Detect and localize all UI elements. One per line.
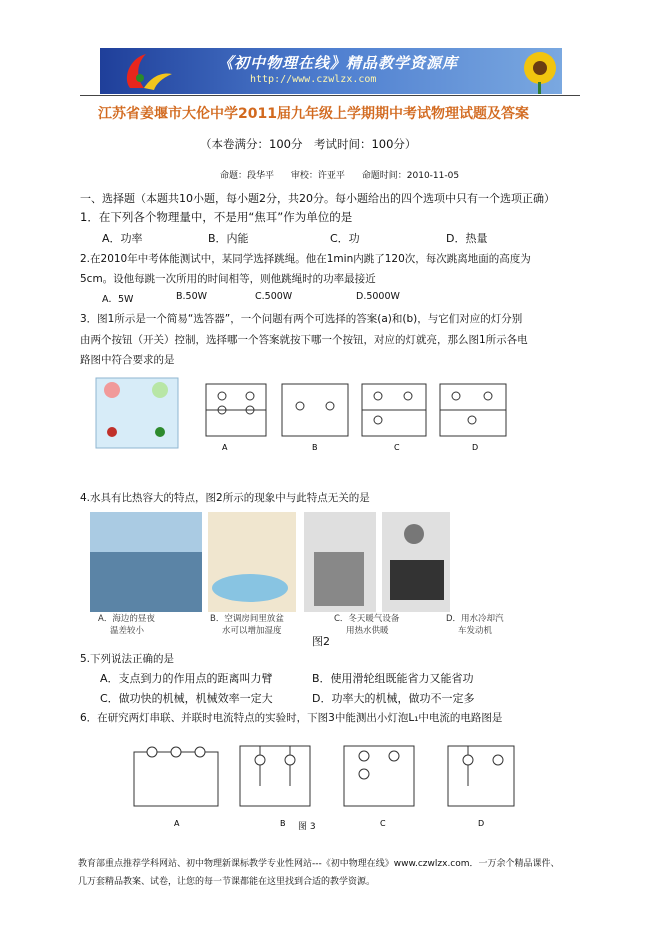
q6-label-d: D [478, 819, 485, 828]
circuit-a-label: A [222, 443, 228, 452]
q6-stem: 6．在研究两灯串联、并联时电流特点的实验时，下图3中能测出小灯泡L₁中电流的电路图是 [80, 712, 503, 724]
q3-line3: 路图中符合要求的是 [80, 354, 175, 366]
footer-line1: 教育部重点推荐学科网站、初中物理新课标教学专业性网站---《初中物理在线》www.czwlzx.com．一万余个精品课件、 [78, 859, 560, 869]
figure-2-photos [90, 512, 450, 612]
photo-c-heater [304, 512, 376, 612]
q1-option-c: C．功 [330, 232, 360, 245]
q2-option-c: C.500W [255, 291, 293, 302]
q2-option-b: B.50W [176, 291, 208, 302]
q2-line1: 2.在2010年中考体能测试中，某同学选择跳绳。他在1min内跳了120次，每次跳离地面的高度为 [80, 253, 531, 265]
q3-line1: 3．图1所示是一个简易“选答器”，一个问题有两个可选择的答案(a)和(b)，与它们对应的灯分别 [80, 313, 523, 325]
banner-title: 《初中物理在线》精品教学资源库 [218, 54, 459, 72]
circuit-d-label: D [472, 443, 479, 452]
header-divider [80, 95, 580, 96]
q5-stem: 5.下列说法正确的是 [80, 653, 175, 665]
page-title: 江苏省姜堰市大伦中学2011届九年级上学期期中考试物理试题及答案 [98, 106, 529, 122]
exam-info: （本卷满分：100分 考试时间：100分） [200, 137, 417, 151]
section-heading: 一、选择题（本题共10小题，每小题2分，共20分。每小题给出的四个选项中只有一个选项正确） [80, 192, 555, 205]
circuit-q6-b [240, 746, 310, 806]
date: 命题时间：2010-11-05 [361, 171, 460, 181]
caption-c: C．冬天暖气设备 用热水供暖 [334, 614, 400, 636]
photo-b-basin [208, 512, 296, 612]
q5-option-a: A．支点到力的作用点的距离叫力臂 [100, 672, 273, 685]
q6-label-c: C [380, 819, 386, 828]
circuit-d [440, 384, 506, 436]
q4-stem: 4.水具有比热容大的特点，图2所示的现象中与此特点无关的是 [80, 492, 370, 504]
circuit-q6-c [344, 746, 414, 806]
photo-d-engine [382, 512, 450, 612]
reviewer: 审校：许亚平 [290, 171, 345, 181]
figure-3-label: 图 3 [298, 822, 316, 832]
footer-line2: 几万套精品教案、试卷，让您的每一节课都能在这里找到合适的教学资源。 [78, 877, 376, 887]
caption-b: B．空调房间里放盆 水可以增加湿度 [210, 614, 284, 636]
q2-option-a: A．5W [102, 294, 134, 305]
caption-a: A．海边的昼夜 温差较小 [98, 614, 155, 636]
staff-line [220, 168, 473, 181]
selector-box [96, 378, 178, 448]
circuit-q6-a [134, 747, 218, 806]
q5-option-d: D．功率大的机械，做功不一定多 [312, 692, 475, 705]
banner-url[interactable]: http://www.czwlzx.com [250, 74, 377, 85]
figure-1 [94, 376, 514, 456]
q1-option-a: A．功率 [102, 232, 143, 245]
q2-line2: 5cm。设他每跳一次所用的时间相等，则他跳绳时的功率最接近 [80, 273, 376, 285]
circuit-b-label: B [312, 443, 318, 452]
caption-d: D．用水冷却汽 车发动机 [446, 614, 504, 636]
circuit-a [206, 384, 266, 436]
site-banner [100, 48, 562, 94]
q2-option-d: D.5000W [356, 291, 400, 302]
figure-2-label: 图2 [312, 635, 330, 648]
circuit-q6-d [448, 746, 514, 806]
circuit-c-label: C [394, 443, 400, 452]
circuit-b [282, 384, 348, 436]
q5-option-b: B．使用滑轮组既能省力又能省功 [312, 672, 474, 685]
q1-stem: 1．在下列各个物理量中，不是用“焦耳”作为单位的是 [80, 210, 353, 224]
q6-label-b: B [280, 819, 286, 828]
q1-option-b: B．内能 [208, 232, 249, 245]
figure-3 [130, 740, 530, 830]
q1-option-d: D．热量 [446, 232, 488, 245]
circuit-c [362, 384, 426, 436]
q3-line2: 由两个按钮（开关）控制，选择哪一个答案就按下哪一个按钮，对应的灯就亮，那么图1所示各电 [80, 334, 528, 346]
q5-option-c: C．做功快的机械，机械效率一定大 [100, 692, 273, 705]
q6-label-a: A [174, 819, 180, 828]
author: 命题：段华平 [220, 171, 275, 181]
photo-a-seaside [90, 512, 202, 612]
